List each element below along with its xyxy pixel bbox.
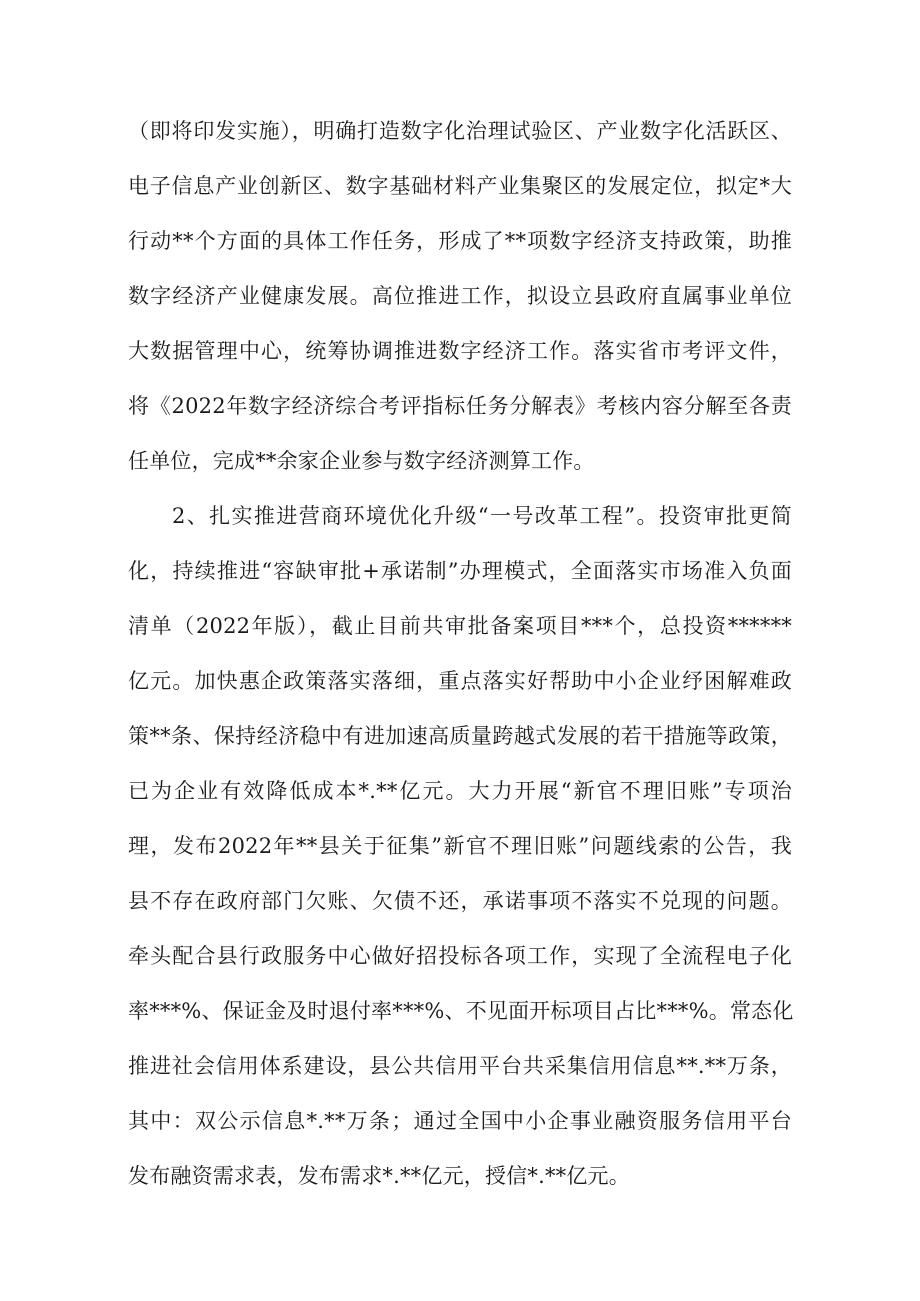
text-line: 数字经济产业健康发展。高位推进工作，拟设立县政府直属事业单位 <box>128 284 792 308</box>
text-line: 电子信息产业创新区、数字基础材料产业集聚区的发展定位，拟定*大 <box>128 174 792 198</box>
text-line: 推进社会信用体系建设，县公共信用平台共采集信用信息**.**万条， <box>128 1054 792 1078</box>
text-line: 化，持续推进“容缺审批+承诺制”办理模式，全面落实市场准入负面 <box>128 559 792 583</box>
text-line: 亿元。加快惠企政策落实落细，重点落实好帮助中小企业纾困解难政 <box>128 669 792 693</box>
text-line: 牵头配合县行政服务中心做好招投标各项工作，实现了全流程电子化 <box>128 944 792 968</box>
text-line: 县不存在政府部门欠账、欠债不还，承诺事项不落实不兑现的问题。 <box>128 889 792 913</box>
text-line: （即将印发实施），明确打造数字化治理试验区、产业数字化活跃区、 <box>128 119 792 143</box>
text-line: 理，发布2022年**县关于征集”新官不理旧账”问题线索的公告，我 <box>128 834 792 858</box>
text-line: 发布融资需求表，发布需求*.**亿元，授信*.**亿元。 <box>128 1164 630 1188</box>
text-line: 已为企业有效降低成本*.**亿元。大力开展“新官不理旧账”专项治 <box>128 779 792 803</box>
text-line: 行动**个方面的具体工作任务，形成了**项数字经济支持政策，助推 <box>128 229 792 253</box>
text-line: 大数据管理中心，统筹协调推进数字经济工作。落实省市考评文件， <box>128 339 792 363</box>
text-line: 将《2022年数字经济综合考评指标任务分解表》考核内容分解至各责 <box>128 394 792 418</box>
text-line: 清单（2022年版），截止目前共审批备案项目***个，总投资****** <box>128 614 792 638</box>
text-line: 其中：双公示信息*.**万条；通过全国中小企事业融资服务信用平台 <box>128 1109 792 1133</box>
text-line: 任单位，完成**余家企业参与数字经济测算工作。 <box>128 449 595 473</box>
text-line: 率***%、保证金及时退付率***%、不见面开标项目占比***%。常态化 <box>128 999 794 1023</box>
paragraph-start-line: 2、扎实推进营商环境优化升级“一号改革工程”。投资审批更简 <box>172 504 792 528</box>
text-line: 策**条、保持经济稳中有进加速高质量跨越式发展的若干措施等政策， <box>128 724 792 748</box>
